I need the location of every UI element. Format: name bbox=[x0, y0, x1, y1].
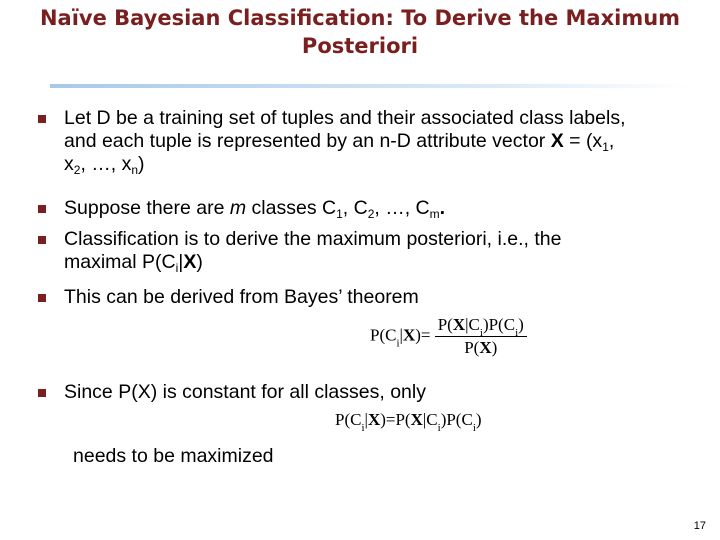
slide-title bbox=[0, 4, 720, 60]
bullet-marker-1 bbox=[38, 115, 46, 123]
bullet-text-2: Suppose there are m classes $C_1$, $C_2$, …, $C_m$. bbox=[64, 197, 446, 221]
bullet-text-3: Classification is to derive the maximum posteriori, i.e., the maximal $P(C_i|X)$ bbox=[64, 228, 562, 275]
bullet-marker-5 bbox=[38, 389, 46, 397]
bullet-marker-4 bbox=[38, 294, 46, 302]
bullet-marker-2 bbox=[38, 205, 46, 213]
title-line-2: Posteriori bbox=[301, 34, 419, 58]
title-line-1: Naïve Bayesian Classification: To Derive the Maximum bbox=[39, 6, 681, 30]
maximize-note: needs to be maximized bbox=[73, 445, 274, 467]
bayes-theorem-formula: $P(C_i|X)=$ $\frac{P(X|C_i)P(C_i)}{P(X)}$ bbox=[370, 315, 527, 358]
title-divider bbox=[50, 84, 690, 88]
page-number: 17 bbox=[693, 520, 706, 532]
bullet-marker-3 bbox=[38, 236, 46, 244]
bullet-text-1: Let D be a training set of tuples and their associated class labels, and each tuple is represented by an n-D attribute vector $X = (x_1$, $x_2$, …, $x_n$) bbox=[64, 107, 626, 177]
bullet-text-4: This can be derived from Bayes’ theorem bbox=[64, 286, 419, 308]
bullet-text-5: Since P(X) is constant for all classes, only bbox=[64, 381, 426, 403]
posterior-proportional-formula: $P(C_i|X)=P(X|C_i)P(C_i)$ bbox=[335, 410, 482, 434]
